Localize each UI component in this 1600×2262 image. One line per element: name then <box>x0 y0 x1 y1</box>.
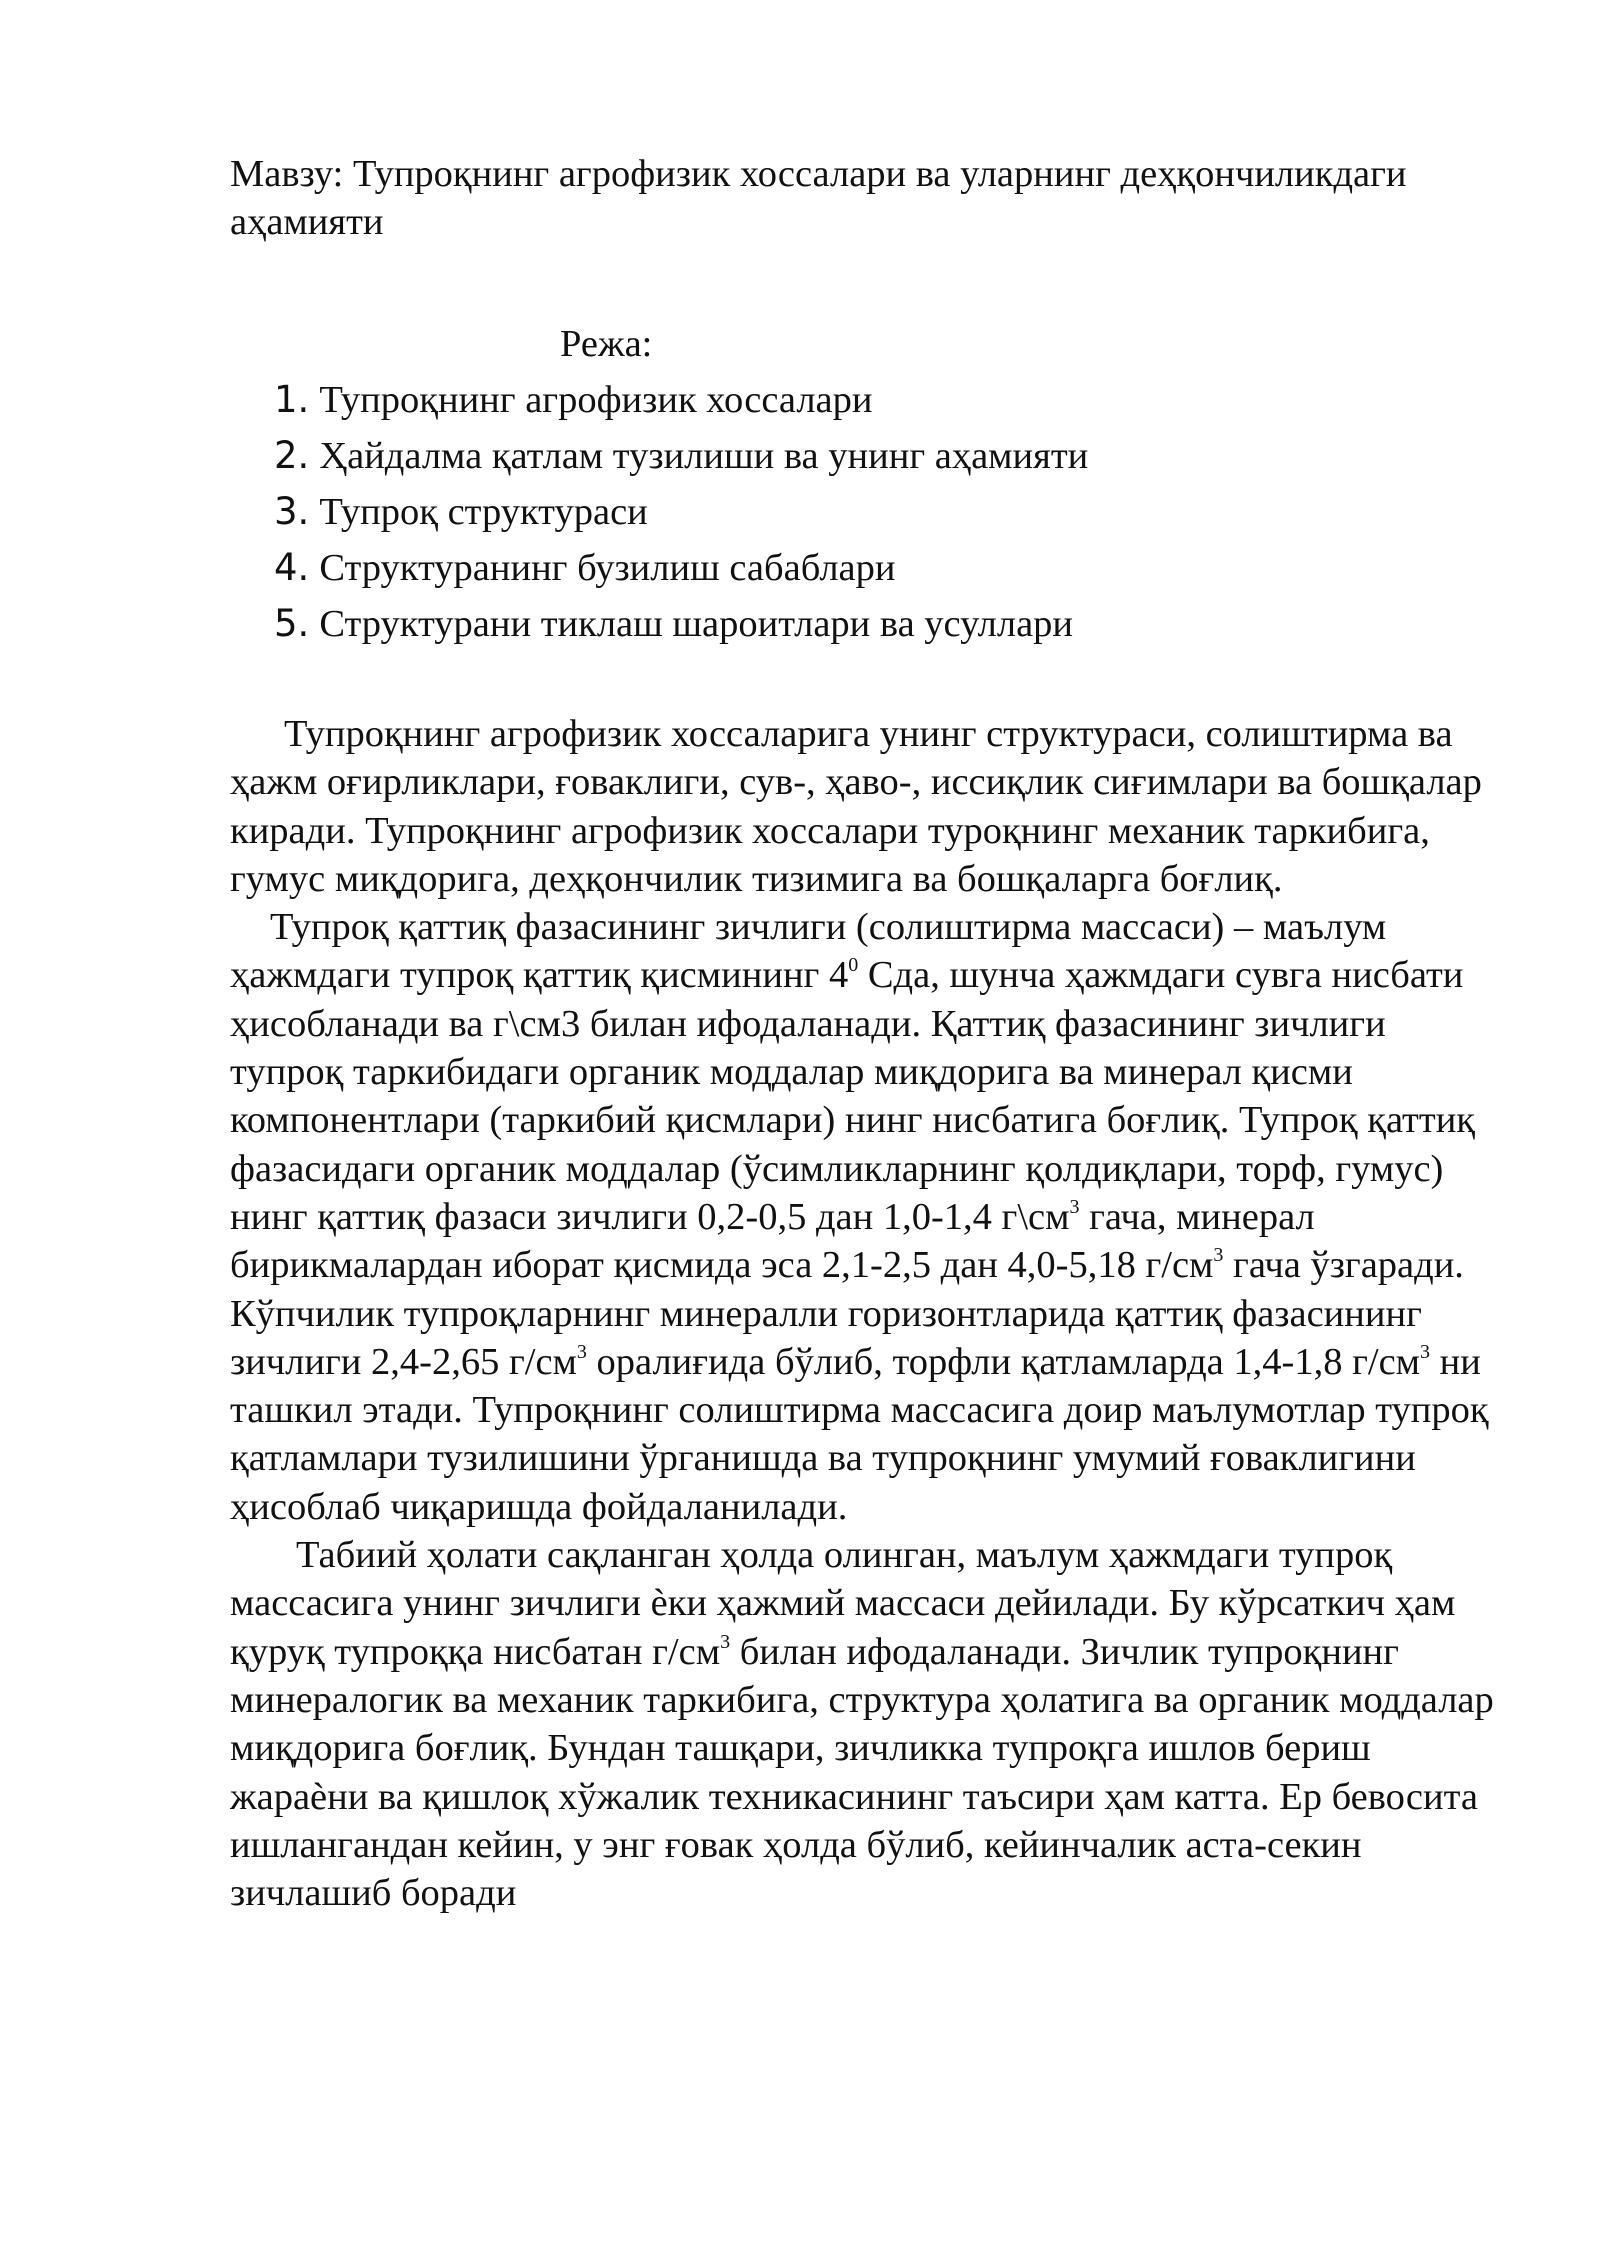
paragraph-text: Сда, шунча ҳажмдаги сувга нисбати ҳисобланади ва г\см3 билан ифодаланади. Қаттиқ фазасининг зичлиги тупроқ таркибидаги органик моддалар миқдорига ва минерал қисми компонентлари (таркибий қисмлари) нинг нисбатига боғлиқ. Тупроқ қаттиқ фазасидаги органик моддалар (ўсимликларнинг қолдиқлари, торф, гумус) нинг қаттиқ фазаси зичлиги 0,2-0,5 дан 1,0-1,4 г\см <box>230 954 1476 1238</box>
plan-item <box>274 596 1495 652</box>
plan-item-number: 5. <box>274 602 310 645</box>
plan-item-text: Структуранинг бузилиш сабаблари <box>319 547 896 589</box>
plan-item-text: Ҳайдалма қатлам тузилиши ва унинг аҳамияти <box>319 435 1089 477</box>
plan-list <box>230 372 1495 652</box>
document-title: Мавзу: Тупроқнинг агрофизик хоссалари ва уларнинг деҳқончиликдаги аҳамияти <box>230 153 1407 243</box>
paragraph-text: гача, минерал бирикмалардан иборат қисмида эса 2,1-2,5 дан 4,0-5,18 г/см <box>230 1195 1315 1287</box>
paragraph-text: Тупроқ қаттиқ фазасининг зичлиги (солиштирма массаси) – маълум ҳажмдаги тупроқ қаттиқ қисмининг 4 <box>230 906 1387 997</box>
plan-item <box>274 484 1495 540</box>
superscript: 3 <box>720 1630 731 1653</box>
superscript: 3 <box>1420 1340 1431 1363</box>
plan-item-text: Тупроқ структураси <box>319 491 648 533</box>
paragraph-text: билан ифодаланади. Зичлик тупроқнинг минералогик ва механик таркибига, структура ҳолатига ва органик моддалар миқдорига боғлиқ. Бундан ташқари, зичликка тупроқга ишлов бериш жараѐни ва қишлоқ хўжалик техникасининг таъсири ҳам катта. Ер бевосита ишлангандан кейин, у энг ғовак ҳолда бўлиб, кейинчалик аста-секин зичлашиб боради <box>230 1630 1494 1915</box>
plan-item-number: 2. <box>274 434 310 477</box>
document-page <box>230 150 1495 1917</box>
paragraph-text: ни ташкил этади. Тупроқнинг солиштирма массасига доир маълумотлар тупроқ қатламлари тузилишини ўрганишда ва тупроқнинг умумий ғоваклигини ҳисоблаб чиқаришда фойдаланилади. <box>230 1340 1489 1528</box>
superscript: 3 <box>1069 1195 1080 1218</box>
plan-item-number: 3. <box>274 490 310 533</box>
body-paragraph-1: Тупроқнинг агрофизик хоссаларига унинг структураси, солиштирма ва ҳажм оғирликлари, ғоваклиги, сув-, ҳаво-, иссиқлик сиғимлари ва бошқалар киради. Тупроқнинг агрофизик хоссалари туроқнинг механик таркибига, гумус миқдорига, деҳқончилик тизимига ва бошқаларга боғлиқ. <box>230 713 1482 900</box>
plan-item <box>274 372 1495 428</box>
plan-item-number: 4. <box>274 546 310 589</box>
superscript: 3 <box>576 1340 587 1363</box>
superscript: 0 <box>848 954 859 977</box>
body-paragraph-3 <box>230 1531 1495 1917</box>
plan-item <box>274 428 1495 484</box>
plan-item-number: 1. <box>274 378 310 421</box>
superscript: 3 <box>1213 1244 1224 1267</box>
plan-item-text: Структурани тиклаш шароитлари ва усуллари <box>319 603 1074 645</box>
plan-heading: Режа: <box>560 323 653 365</box>
paragraph-text: гача ўзгаради. Кўпчилик тупроқларнинг минералли горизонтларида қаттиқ фазасининг зичлиги 2,4-2,65 г/см <box>230 1244 1464 1383</box>
paragraph-text: Табиий ҳолати сақланган ҳолда олинган, маълум ҳажмдаги тупроқ массасига унинг зичлиги ѐки ҳажмий массаси дейилади. Бу кўрсаткич ҳам қуруқ тупроққа нисбатан г/см <box>230 1534 1456 1673</box>
plan-item <box>274 540 1495 596</box>
plan-item-text: Тупроқнинг агрофизик хоссалари <box>319 379 873 421</box>
body-paragraph-2 <box>230 903 1495 1531</box>
paragraph-text: оралиғида бўлиб, торфли қатламларда 1,4-1,8 г/см <box>586 1340 1421 1383</box>
